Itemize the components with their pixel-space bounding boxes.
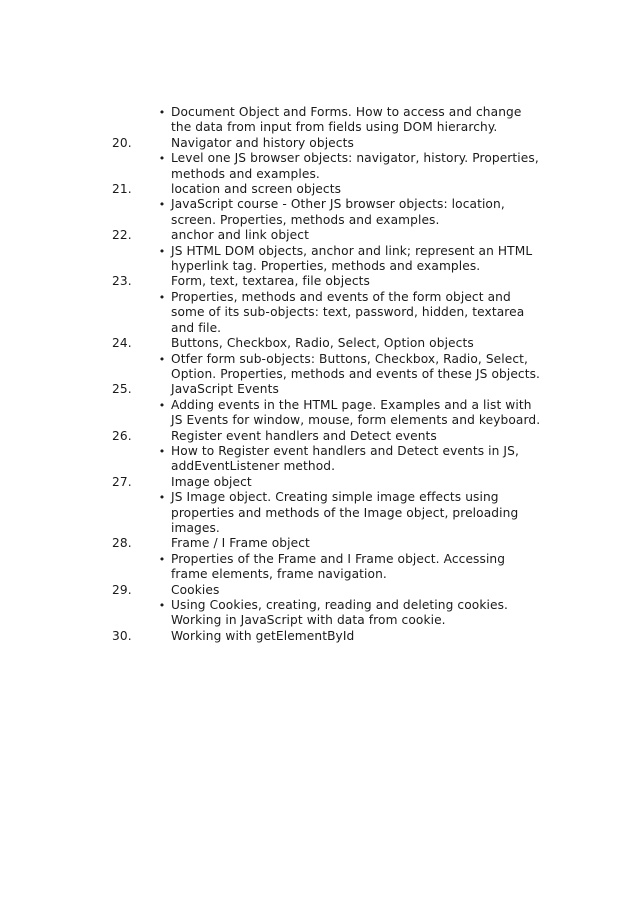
topic-description-text: How to Register event handlers and Detect events in JS, addEventListener method. (171, 443, 519, 474)
bullet-icon: • (158, 352, 166, 366)
topic-description-text: Document Object and Forms. How to access and change the data from input from fields using DOM hierarchy. (171, 105, 522, 135)
topic-number: 21. (112, 182, 132, 197)
topic-number: 27. (112, 474, 132, 489)
topic-title-row (112, 182, 542, 197)
topic-title: Navigator and history objects (171, 135, 354, 150)
topic-title-row (112, 274, 542, 289)
topic-title-row (112, 336, 542, 351)
topic-number: 30. (112, 628, 132, 643)
topic-title: Form, text, textarea, file objects (171, 274, 370, 289)
topic-description (112, 490, 542, 536)
topic-description (112, 151, 542, 182)
topic-title-row (112, 136, 542, 151)
topic-title: Frame / I Frame object (171, 536, 310, 551)
topic-number: 29. (112, 582, 132, 597)
bullet-icon: • (158, 244, 166, 258)
topic-title: Register event handlers and Detect events (171, 428, 437, 443)
bullet-icon: • (158, 290, 166, 304)
topic-number: 22. (112, 228, 132, 243)
topic-description-text: JavaScript course - Other JS browser objects: location, screen. Properties, methods and examples. (171, 197, 505, 227)
topic-title-row (112, 382, 542, 397)
topic-number: 23. (112, 274, 132, 289)
topic-description (112, 105, 542, 136)
bullet-icon: • (158, 552, 166, 566)
topic-title-row (112, 228, 542, 243)
course-topic-list (112, 105, 542, 644)
topic-title: Buttons, Checkbox, Radio, Select, Option objects (171, 336, 474, 351)
topic-title-row (112, 536, 542, 551)
topic-description (112, 398, 542, 429)
topic-description-text: Adding events in the HTML page. Examples and a list with JS Events for window, mouse, form elements and keyboard. (171, 397, 541, 428)
topic-description (112, 197, 542, 228)
topic-number: 20. (112, 135, 132, 150)
topic-title: Working with getElementById (171, 628, 355, 643)
bullet-icon: • (158, 398, 166, 412)
topic-number: 26. (112, 428, 132, 443)
topic-description-text: Level one JS browser objects: navigator, history. Properties, methods and examples. (171, 151, 539, 181)
topic-description (112, 444, 542, 475)
topic-description-text: JS HTML DOM objects, anchor and link; represent an HTML hyperlink tag. Properties, methods and examples. (171, 243, 533, 274)
topic-description (112, 598, 542, 629)
topic-description-text: Properties, methods and events of the form object and some of its sub-objects: text, password, hidden, textarea and file. (171, 289, 525, 335)
bullet-icon: • (158, 106, 166, 119)
topic-title-row (112, 629, 542, 644)
topic-number: 28. (112, 536, 132, 551)
topic-title-row (112, 583, 542, 598)
bullet-icon: • (158, 198, 166, 212)
topic-number: 24. (112, 336, 132, 351)
topic-description-text: Otfer form sub-objects: Buttons, Checkbox, Radio, Select, Option. Properties, methods and events of these JS objects. (171, 351, 541, 381)
topic-description (112, 552, 542, 583)
topic-description (112, 352, 542, 383)
topic-description (112, 244, 542, 275)
topic-title: JavaScript Events (171, 382, 279, 397)
topic-number: 25. (112, 382, 132, 397)
bullet-icon: • (158, 491, 166, 505)
topic-title: Cookies (171, 582, 220, 597)
topic-title-row (112, 475, 542, 490)
topic-title: location and screen objects (171, 182, 342, 197)
bullet-icon: • (158, 152, 166, 166)
topic-description (112, 290, 542, 336)
topic-title: anchor and link object (171, 228, 309, 243)
topic-description-text: Using Cookies, creating, reading and deleting cookies. Working in JavaScript with data from cookie. (171, 598, 509, 628)
bullet-icon: • (158, 444, 166, 458)
topic-description-text: Properties of the Frame and I Frame object. Accessing frame elements, frame navigation. (171, 551, 506, 582)
topic-description-text: JS Image object. Creating simple image effects using properties and methods of the Image object, preloading images. (171, 490, 519, 535)
topic-title: Image object (171, 474, 252, 489)
bullet-icon: • (158, 599, 166, 612)
topic-title-row (112, 429, 542, 444)
